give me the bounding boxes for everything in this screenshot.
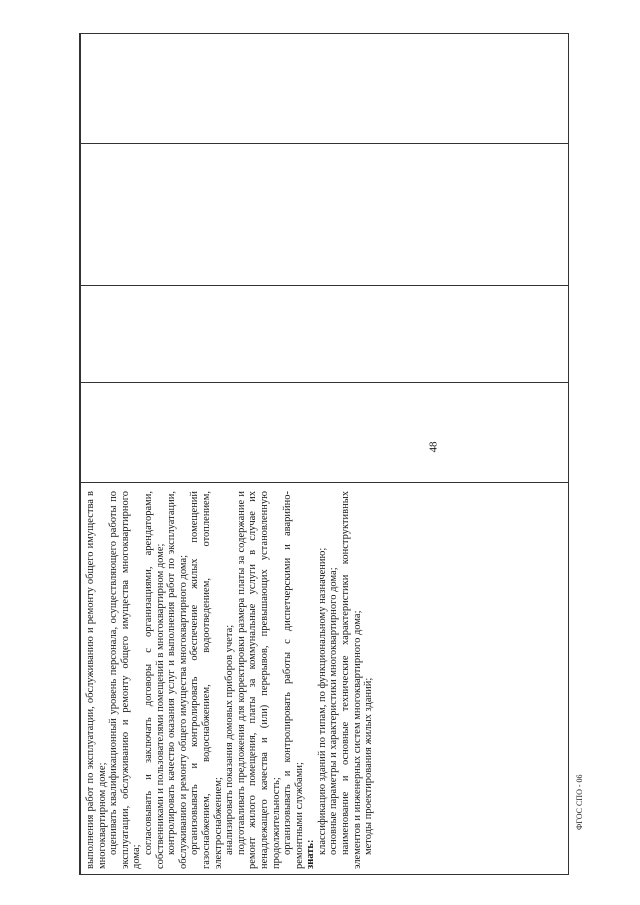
section-heading-znat: знать: — [305, 839, 317, 869]
column-divider — [80, 482, 568, 483]
column-divider — [80, 382, 568, 383]
cell-line: классификацию зданий по типам, по функциональному назначению; — [316, 547, 328, 855]
page-number: 48 — [427, 441, 440, 453]
cell-line: согласовывать и заключать договоры с организациями, арендаторами, собственниками и пользователями помещений в многоквартирном доме; — [142, 491, 166, 869]
cell-line: контролировать качество оказания услуг и выполнения работ по эксплуатации, обслуживанию и ремонту общего имущества многоквартирного дома; — [166, 491, 189, 869]
cell-line: основные параметры и характеристики многоквартирного дома; — [328, 567, 340, 855]
cell-line: подготавливать предложения для корректировки размера платы за содержание и ремонт жилого помещения, платы за коммунальные услуги в случае их ненадлежащего качества и (или) перерывов, превышающих установленную продолжительность; — [235, 491, 282, 869]
competency-text-cell — [79, 485, 569, 875]
cell-line: выполнения работ по эксплуатации, обслуживанию и ремонту общего имущества в многоквартирном доме; — [85, 491, 108, 869]
cell-line: оценивать квалификационный уровень персонала, осуществляющего работы по эксплуатации, обслуживанию и ремонту общего имущества многоквартирного дома; — [108, 491, 143, 869]
cell-line: организовывать и контролировать обеспечение жилых помещений газоснабжением, водоснабжением, водоотведением, отоплением, электроснабжением; — [189, 491, 224, 869]
document-code-footer: ФГОС СПО - 06 — [575, 774, 584, 830]
cell-line: методы проектирования жилых зданий; — [363, 677, 375, 855]
cell-line: анализировать показания домовых приборов учета; — [224, 624, 236, 855]
column-divider — [80, 143, 568, 144]
cell-line: наименование и основные технические характеристики конструктивных элементов и инженерных систем многоквартирного дома; — [340, 491, 363, 869]
column-divider — [80, 285, 568, 286]
cell-line: организовывать и контролировать работы с диспетчерскими и аварийно-ремонтными службами; — [282, 491, 305, 869]
